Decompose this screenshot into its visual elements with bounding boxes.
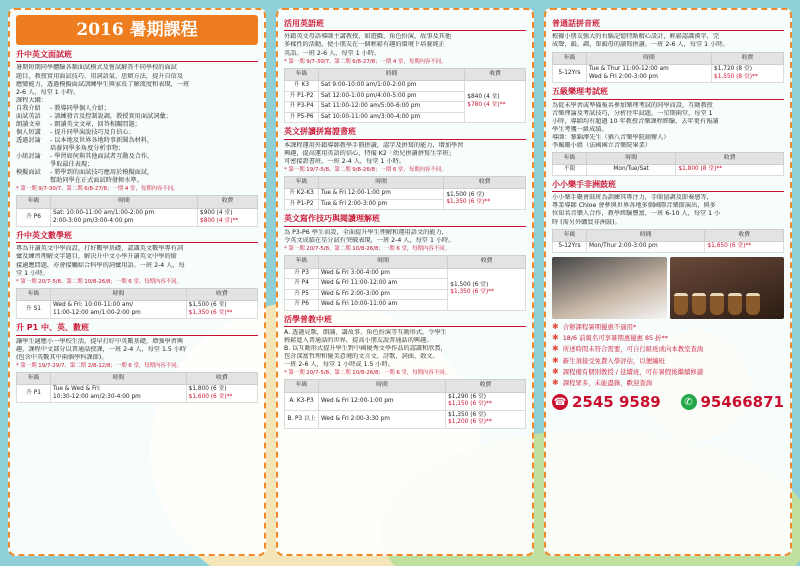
course-description (284, 142, 526, 166)
list-item (552, 379, 784, 387)
fee-discount: $1,650 (6 堂)** (705, 242, 784, 253)
desc-line: 導師：黎錦澤先生（猶八音樂學院創辦人） (552, 133, 670, 141)
phone-number: 2545 9589 (572, 392, 661, 411)
star-icon: ✱ (552, 321, 559, 331)
desc-line: 題目，教授實用面試技巧、用詞語氣、思辯方法，提升自信及 (16, 72, 184, 80)
content-label: 課程大綱： (16, 96, 47, 104)
grade-cell: 升 K3 (285, 81, 319, 92)
course-writing (284, 214, 526, 310)
desc-line: 輕鬆進入普通話的世界，提高小朋友說普通話的興趣。 (284, 337, 433, 345)
header-grade: 年級 (285, 380, 319, 393)
table-row (285, 268, 526, 279)
perk-text: 合辦課程暑期優惠不適用* (562, 322, 637, 331)
outline-label: 面試英語 (16, 112, 41, 120)
schedule-table (16, 195, 258, 227)
list-item (552, 357, 784, 365)
star-icon: ✱ (552, 355, 559, 365)
time-cell (51, 301, 187, 319)
outline-label: 小組討論 (16, 153, 41, 161)
table-row (17, 385, 258, 403)
header-time: 時間 (319, 255, 448, 268)
fee-regular: $900 (4 堂) (200, 209, 233, 216)
time-cell: Wed & Fri 10:00-11:00 am (319, 300, 448, 311)
grade-cell: 升 P4 (285, 279, 319, 290)
desc-line: 堂 1 小時。 (16, 269, 49, 277)
time-cell: Mon/Thur 2:00-3:00 pm (587, 242, 705, 253)
instructor-photo (552, 257, 667, 319)
desc-line: 專為升讀英文中學而設，打好數學基礎，認識英文數學專有詞 (16, 245, 184, 253)
header-time: 時間 (587, 152, 676, 165)
header-grade: 年級 (17, 288, 51, 301)
schedule-table (284, 176, 526, 211)
outline-text: - 學習如何與其他面試者互動及合作， (50, 153, 154, 161)
header-time: 時間 (51, 288, 187, 301)
desc-line: 接適應問題，亦會接觸綜合科學的詞彙用語。一班 2-4 人，每 (16, 261, 185, 269)
desc-line: 音樂理論及考試技巧，分析往年試題，一星期兩堂，每堂 1 (552, 109, 713, 117)
perks-list (552, 323, 784, 388)
desc-line: 彙及練習理解文字題目，解決升中文小學升讀英文中學的銜 (16, 253, 177, 261)
desc-line: 為從未學習或準備報名參加樂理考試的同學而設，互動教授 (552, 101, 713, 109)
outline-item (16, 137, 258, 145)
fee-discount: $1,350 (6 堂)** (188, 309, 233, 316)
grade-cell: 5-12Yrs (553, 242, 587, 253)
list-item (552, 334, 784, 342)
desc-line: 小小樂手聚會鼓班為訓練其專注力，手眼協調及節奏感等， (552, 194, 713, 202)
schedule-table (284, 255, 526, 311)
fee-regular: $1,350 (6 堂) (448, 411, 487, 418)
outline-label (16, 145, 50, 153)
fee-discount: $1,800 (8 堂)** (676, 165, 784, 176)
header-grade: 年級 (285, 68, 319, 81)
desc-line: 包含深富哲理和優美意境的文言文、詩歌、詞曲、散文。 (284, 353, 439, 361)
fee-cell (712, 65, 784, 83)
fee-regular: $1,500 (6 堂) (446, 191, 485, 198)
column-middle (276, 8, 534, 556)
fee-regular: $1,800 (6 堂) (188, 386, 227, 393)
fee-cell (186, 301, 257, 319)
contact-bar (552, 393, 784, 413)
header-fee: 收費 (186, 288, 257, 301)
header-time: 時間 (319, 380, 446, 393)
table-row (17, 208, 258, 226)
fee-discount: $1,600 (6 堂)** (188, 393, 233, 400)
grade-cell: 升 P1-P2 (285, 199, 319, 210)
outline-item (16, 105, 258, 113)
schedule-table (552, 52, 784, 84)
outline-text: - 訓練發音及控制說調，教授實用面試詞彙； (50, 112, 172, 120)
course-title: 普通話拼音班 (552, 19, 784, 31)
header-grade: 年級 (285, 176, 319, 189)
course-description (16, 245, 258, 277)
schedule-note: * 第一期 19/7-5/8、第二期 9/8-26/8；一期 6 堂，每期內容不同。 (284, 166, 447, 173)
desc-line: 多樣性的活動，使小朋友在一個輕鬆有趣的環境下培養純正 (284, 41, 445, 49)
schedule-table (284, 68, 526, 124)
course-music-theory (552, 87, 784, 176)
schedule-table (16, 288, 258, 320)
course-description (552, 33, 784, 49)
fee-discount: $1,550 (8 堂)** (714, 73, 758, 80)
table-row (285, 410, 526, 428)
outline-text: - 教導同學個人介紹； (50, 104, 110, 112)
course-math (16, 231, 258, 319)
fee-discount: $800 (4 堂)** (200, 217, 239, 224)
header-fee: 收費 (712, 52, 784, 65)
table-row (285, 81, 526, 92)
header-fee: 收費 (705, 229, 784, 242)
fee-cell (444, 189, 526, 210)
drum-photos (552, 257, 784, 319)
course-title: 升中英文數學班 (16, 231, 258, 243)
schedule-note: * 第一期 9/7-30/7、第二期 6/8-27/8；一期 4 堂，每期內容不同。 (16, 186, 179, 193)
time-cell: Wed & Fri 2:00-3:30 pm (319, 410, 446, 428)
course-description (284, 329, 526, 369)
schedule-table (552, 229, 784, 253)
desc-line: 應變能力，透過模擬面試訓練學生與家長了解流度和表現，一班 (16, 80, 190, 88)
header-time: 時間 (587, 52, 712, 65)
perk-text: 課程備有個別教授 / 延續班，可在暑假後繼續修讀 (562, 367, 704, 376)
grade-cell: 升 P5-P6 (285, 112, 319, 123)
desc-line: A. 透過見歌，朗誦、講故事、角色扮演等互動形式，令學生 (284, 329, 447, 337)
fee-discount: $1,350 (6 堂)** (450, 289, 495, 296)
time-cell: Sat 10:00-11:00 am/3:00-4:00 pm (319, 112, 465, 123)
time-line: Sat: 10:00-11:00 am/1:00-2:00 pm (53, 209, 155, 216)
desc-line: 外籍英文母語導師主講教授，如遊戲、角色扮演、故事及其他 (284, 33, 452, 41)
fee-cell (446, 410, 526, 428)
desc-line: 興趣，提高運用英語的信心，特備 K2「幼兒拼讀拼寫生字班」 (284, 149, 455, 157)
fee-cell (446, 392, 526, 410)
desc-line: 2-6 人，每堂 1 小時。 (16, 88, 80, 96)
course-putonghua-chinese (284, 315, 526, 429)
page-title: 2016 暑期課程 (16, 15, 258, 45)
column-right (544, 8, 792, 556)
grade-cell: 不限 (553, 165, 587, 176)
outline-item (16, 145, 258, 153)
course-title: 升 P1 中、英、數班 (16, 323, 258, 335)
desc-line: 英語。一班 2-6 人，每堂 1 小時。 (284, 49, 381, 57)
grade-cell: A. K3-P3 (285, 392, 319, 410)
whatsapp-contact[interactable] (681, 393, 785, 413)
course-interview (16, 50, 258, 227)
perk-text: 18/6 前報名可享暑期惠優惠 85 折** (562, 333, 668, 342)
header-grade: 年級 (17, 372, 51, 385)
header-fee: 收費 (446, 380, 526, 393)
table-row (285, 189, 526, 200)
phone-icon: ☎ (552, 394, 568, 410)
time-line: 2:00-3:00 pm/3:00-4:00 pm (53, 217, 134, 224)
time-cell: Wed & Fri 12:00-1:00 pm (319, 392, 446, 410)
time-cell: Wed & Fri 3:00-4:00 pm (319, 268, 448, 279)
fee-cell (186, 385, 257, 403)
course-title: 英文寫作技巧與閱讀理解班 (284, 214, 526, 226)
desc-line: 本課程運用外籍導師教學手冊拼讀，認字及拼寫的能力，增加學習 (284, 141, 464, 149)
fee-discount: $1,150 (6 堂)** (448, 401, 492, 408)
header-fee: 收費 (444, 176, 526, 189)
desc-line: 李珮珊小姐（法國國立音樂院畢業） (552, 141, 651, 149)
list-item (552, 345, 784, 353)
fee-cell (465, 81, 526, 123)
grade-cell: 升 P5 (285, 289, 319, 300)
desc-line: 為 P3-P6 學生而設，全面提升學生理解和運用語文的能力， (284, 228, 448, 236)
desc-line: 時 (需另外購買非洲鼓)。 (552, 218, 621, 226)
list-item (552, 368, 784, 376)
desc-line: 專業導師 Chloe 會參與世界各地多個國際音樂節演出，與多 (552, 202, 716, 210)
outline-label: 透過討論 (16, 137, 41, 145)
perk-text: 新生須接受免費入學評估，以便編班 (562, 356, 665, 365)
grade-cell: 升 P1 (17, 385, 51, 403)
outline-text: 爭取最佳表現； (50, 161, 94, 169)
header-grade: 年級 (553, 229, 587, 242)
grade-cell: B. P3 以上 (285, 410, 319, 428)
phone-contact[interactable] (552, 393, 661, 413)
desc-line: 一班 2-6 人，每堂 1 小時或 1.5 小時。 (284, 361, 394, 369)
header-time: 時間 (51, 372, 187, 385)
outline-text: - 朗讀英文文章，回答相關問題； (50, 120, 141, 128)
header-time: 時間 (319, 68, 465, 81)
time-cell: Tue & Fri 2:00-3:00 pm (319, 199, 444, 210)
table-row (553, 65, 784, 83)
time-cell: Sat 9:00-10:00 am/1:00-2:00 pm (319, 81, 465, 92)
header-grade: 年級 (285, 255, 319, 268)
course-title: 活學普教中班 (284, 315, 526, 327)
desc-line: 根據小朋友強大的右腦記憶特點精心設計，輕鬆認識漢字，完 (552, 33, 720, 41)
outline-label: 模擬面試 (16, 169, 41, 177)
perk-text: 課程眾多，未能盡錄，歡迎查詢 (562, 379, 653, 388)
course-description (284, 229, 526, 245)
table-row (553, 165, 784, 176)
perk-text: 所述時間未符合需要，可自行組班或向本教室查詢 (562, 345, 704, 354)
grade-cell: 升 P6 (17, 208, 51, 226)
time-cell: Sat 11:00-12:00 am/5:00-6:00 pm (319, 102, 465, 113)
desc-line: 可密接證書班。一班 2-4 人，每堂 1 小時。 (284, 157, 405, 165)
course-p1 (16, 323, 258, 403)
fee-regular: $840 (4 堂) (467, 94, 500, 101)
header-fee: 收費 (448, 255, 526, 268)
course-english-fun (284, 19, 526, 123)
schedule-note: * 第一期 9/7-30/7、第二期 6/8-27/8；一期 4 堂，每期內容不同。 (284, 58, 447, 65)
star-icon: ✱ (552, 378, 559, 388)
table-row (285, 392, 526, 410)
header-fee: 收費 (465, 68, 526, 81)
star-icon: ✱ (552, 366, 559, 376)
outline-item (16, 113, 258, 121)
course-title: 升中英文面試班 (16, 50, 258, 62)
outline-text: 幫助同學在正式面試時發揮水準。 (50, 177, 143, 185)
time-cell: Tue & Fri 12:00-1:00 pm (319, 189, 444, 200)
grade-cell: 5-12Yrs (553, 65, 587, 83)
course-phonics (284, 127, 526, 210)
course-pinyin (552, 19, 784, 83)
header-fee: 收費 (676, 152, 784, 165)
schedule-table (552, 152, 784, 176)
outline-text: - 提升同學演說技巧及自信心； (50, 128, 135, 136)
grade-cell: 升 P1-P2 (285, 91, 319, 102)
star-icon: ✱ (552, 332, 559, 342)
header-grade: 年級 (553, 152, 587, 165)
desc-line: 學生考獲一級成績。 (552, 125, 608, 133)
outline-label: 自我介紹 (16, 104, 41, 112)
schedule-note: * 第一期 20/7-5/8、第二期 10/8-26/8；一期 6 堂，每期內容不同。 (284, 245, 450, 252)
fee-regular: $1,500 (6 堂) (450, 281, 489, 288)
fee-discount: $780 (4 堂)** (467, 101, 506, 108)
desc-line: B. 以互動形式提升學生對中國優秀文學作品的認識和欣賞， (284, 345, 447, 353)
outline-item (16, 177, 258, 185)
whatsapp-icon: ✆ (681, 394, 697, 410)
course-description (552, 102, 784, 150)
fee-discount: $1,350 (6 堂)** (446, 199, 491, 206)
table-row (17, 301, 258, 319)
time-line: 11:00-12:00 am/1:00-2:00 pm (53, 309, 141, 316)
time-line: Tue & Wed & Fri: (53, 386, 101, 393)
outline-text: - 將學到的面試技巧應用於模擬面試， (50, 169, 154, 177)
fee-cell (198, 208, 258, 226)
course-title: 活用英語班 (284, 19, 526, 31)
header-fee: 收費 (198, 196, 258, 209)
course-description (16, 338, 258, 362)
outline-label: 個人短講 (16, 128, 41, 136)
course-title: 英文拼讀拼寫證書班 (284, 127, 526, 139)
table-row (553, 242, 784, 253)
header-time: 時間 (51, 196, 198, 209)
course-description (16, 64, 258, 185)
course-african-drum (552, 180, 784, 253)
outline-label (16, 177, 50, 185)
grade-cell: 升 S1 (17, 301, 51, 319)
header-time: 時間 (319, 176, 444, 189)
time-cell: Sat 12:00-1:00 pm/4:00-5:00 pm (319, 91, 465, 102)
list-item (552, 323, 784, 331)
desc-line: 成聲、韻、調，單韻母的讀寫拼讀。一班 2-6 人，每堂 1 小時。 (552, 41, 729, 49)
time-line: 10:30-12:00 am/2:30-4:00 pm (53, 393, 141, 400)
time-cell (587, 65, 712, 83)
fee-cell (448, 268, 526, 310)
fee-discount: $1,200 (6 堂)** (448, 419, 492, 426)
desc-line: 令英文成績在星分試有突破表現，一班 2-4 人，每堂 1 小時。 (284, 236, 455, 244)
course-description (552, 194, 784, 226)
grade-cell: 升 P3-P4 (285, 102, 319, 113)
desc-line: 讓學生適應小一學校生活，提早打好中英數基礎，增強學習興 (16, 337, 184, 345)
time-line: Wed & Fri 2:00-3:00 pm (589, 73, 658, 80)
course-description (284, 33, 526, 57)
schedule-note: * 第一期 19/7-29/7、第二期 2/8-12/8；一期 6 堂，每期內容不同。 (16, 362, 182, 369)
outline-item (16, 121, 258, 129)
desc-line: 位知名音樂人合作，教學經驗豐富，一班 6-10 人，每堂 1 小 (552, 210, 721, 218)
schedule-table (284, 379, 526, 429)
time-cell: Wed & Fri 2:00-3:00 pm (319, 289, 448, 300)
grade-cell: 升 P3 (285, 268, 319, 279)
desc-line: 暑期短期同學體驗各類面試模式及嘗試解答不同學校的面試 (16, 64, 177, 72)
outline-label: 朗讀文章 (16, 120, 41, 128)
time-cell (51, 385, 187, 403)
star-icon: ✱ (552, 344, 559, 354)
desc-line: (包含中英數其中兩個學科課節)。 (16, 353, 108, 361)
schedule-table (16, 372, 258, 404)
column-left (8, 8, 266, 556)
course-title: 小小樂手非洲鼓班 (552, 180, 784, 192)
fee-regular: $1,720 (8 堂) (714, 66, 753, 73)
header-grade: 年級 (17, 196, 51, 209)
header-grade: 年級 (553, 52, 587, 65)
outline-item (16, 129, 258, 137)
time-cell: Wed & Fri 11:00-12:00 am (319, 279, 448, 290)
fee-regular: $1,290 (6 堂) (448, 393, 487, 400)
time-cell (51, 208, 198, 226)
outline-text: - 以本地及世界各地時事新聞為材料， (50, 137, 154, 145)
time-line: Wed & Fri: 10:00-11:00 am/ (53, 302, 134, 309)
desc-line: 趣，課程中文部分以普通話授課，一班 2-4 人，每堂 1.5 小時 (16, 345, 187, 353)
time-line: Tue & Thur 11:00-12:00 am (589, 66, 669, 73)
course-title: 五級樂理考試班 (552, 87, 784, 99)
outline-text: 培養同學多角度分析事物； (50, 145, 125, 153)
schedule-note: * 第一期 20/7-5/8、第二期 10/8-26/8；一期 6 堂，每期內容不同。 (284, 370, 450, 377)
drums-photo (670, 257, 785, 319)
grade-cell: 升 P6 (285, 300, 319, 311)
grade-cell: 升 K2-K3 (285, 189, 319, 200)
time-cell: Mon/Tue/Sat (587, 165, 676, 176)
fee-regular: $1,500 (6 堂) (188, 302, 227, 309)
whatsapp-number: 95466871 (700, 392, 784, 411)
desc-line: 小時，導師均有超過 10 年教授音樂課程經驗，去年更有報讀 (552, 117, 719, 125)
header-time: 時間 (587, 229, 705, 242)
header-fee: 收費 (186, 372, 257, 385)
schedule-note: * 第一期 20/7-5/8、第二期 10/8-26/8；一期 6 堂，每期內容不同。 (16, 278, 182, 285)
